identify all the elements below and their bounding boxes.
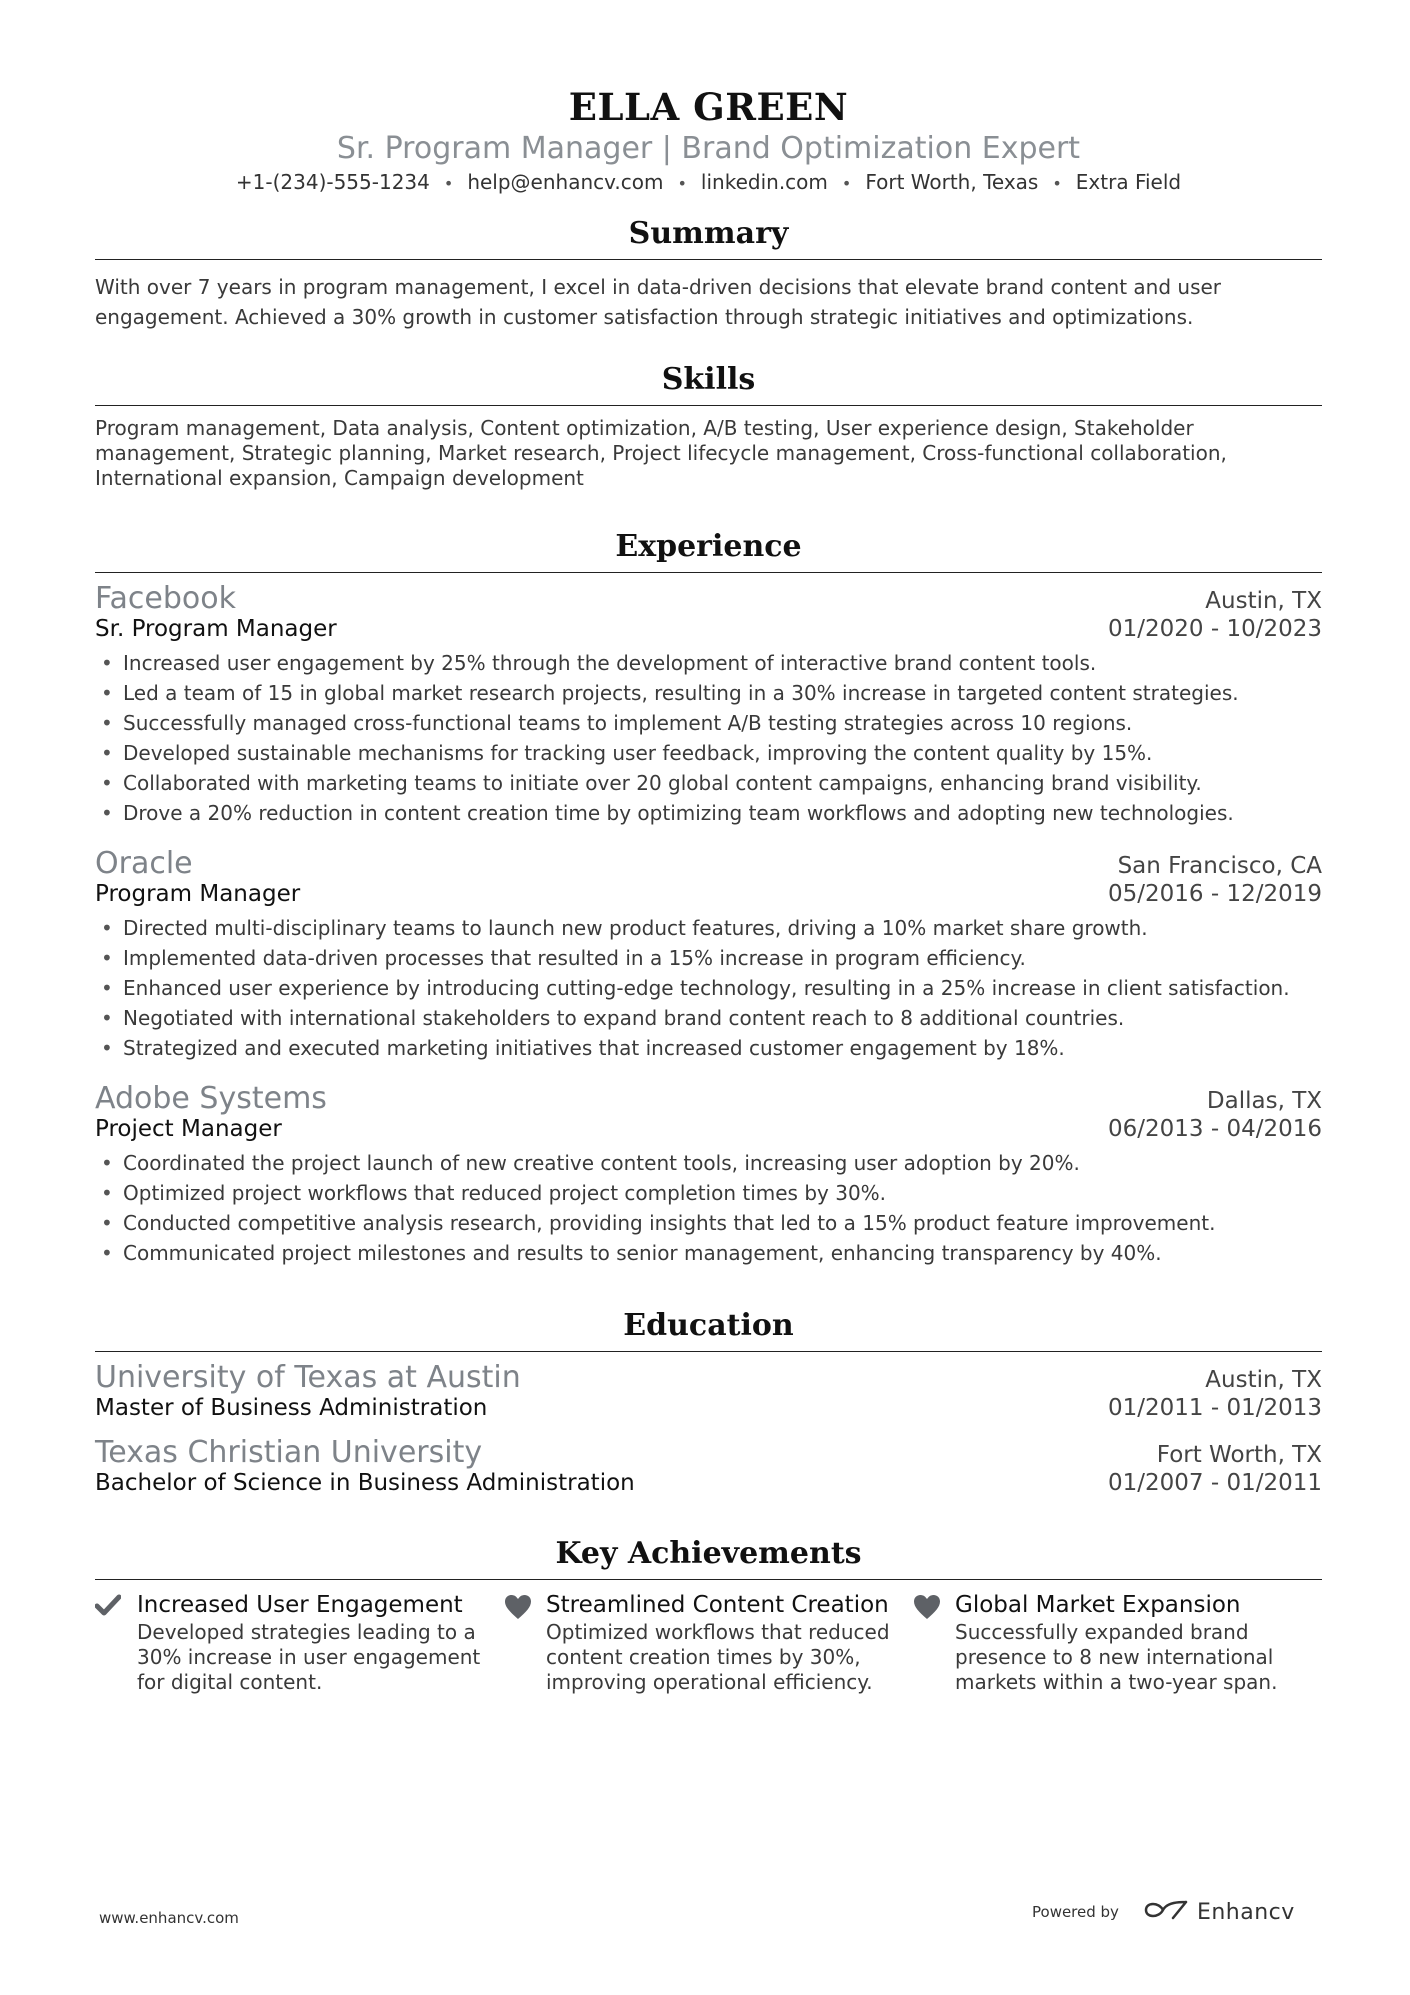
section-title: Education xyxy=(623,1308,794,1343)
separator-dot: • xyxy=(841,174,852,193)
check-icon xyxy=(95,1592,137,1695)
job-dates: 06/2013 - 04/2016 xyxy=(1107,1116,1322,1142)
job-dates: 01/2020 - 10/2023 xyxy=(1107,616,1322,642)
candidate-headline: Sr. Program Manager | Brand Optimization Expert xyxy=(336,131,1081,166)
bullet-item: • Increased user engagement by 25% through the development of interactive brand content tools. xyxy=(95,648,1322,678)
powered-by-label: Powered by xyxy=(1032,1903,1119,1921)
achievements-section xyxy=(95,1536,1322,1695)
summary-text: With over 7 years in program management, I excel in data-driven decisions that elevate brand content and user engagement. Achieved a 30% growth in customer satisfaction through strategic initiatives and optimizations. xyxy=(95,275,1222,329)
achievement-description: Successfully expanded brand presence to 8 new international markets within a two-year span. xyxy=(955,1620,1278,1694)
achievement-title: Streamlined Content Creation xyxy=(546,1592,889,1618)
section-title: Skills xyxy=(661,362,756,397)
experience-entry xyxy=(95,846,1322,1063)
section-divider xyxy=(95,1579,1322,1580)
school-location: Austin, TX xyxy=(1205,1367,1322,1393)
education-dates: 01/2007 - 01/2011 xyxy=(1107,1470,1322,1496)
bullet-item: • Collaborated with marketing teams to initiate over 20 global content campaigns, enhancing brand visibility. xyxy=(95,768,1322,798)
bullet-item: • Enhanced user experience by introducing cutting-edge technology, resulting in a 25% increase in client satisfaction. xyxy=(95,973,1322,1003)
bullet-item: • Communicated project milestones and results to senior management, enhancing transparency by 40%. xyxy=(95,1238,1322,1268)
education-section xyxy=(95,1308,1322,1496)
achievement-description: Developed strategies leading to a 30% increase in user engagement for digital content. xyxy=(137,1620,481,1694)
resume-header xyxy=(95,85,1322,194)
section-divider xyxy=(95,405,1322,406)
job-bullets xyxy=(95,913,1322,1063)
skills-text: Program management, Data analysis, Content optimization, A/B testing, User experience design, Stakeholder management, Strategic planning, Market research, Project lifecycle management, Cross-functional collaboration, International expansion, Campaign development xyxy=(95,416,1227,490)
job-title: Project Manager xyxy=(95,1116,282,1142)
achievement-item xyxy=(95,1592,504,1695)
bullet-item: • Directed multi-disciplinary teams to launch new product features, driving a 10% market share growth. xyxy=(95,913,1322,943)
heart-icon xyxy=(913,1592,955,1695)
enhancv-logo-icon xyxy=(1143,1899,1189,1925)
job-bullets xyxy=(95,648,1322,828)
separator-dot: • xyxy=(677,174,687,193)
bullet-item: • Implemented data-driven processes that resulted in a 15% increase in program efficiency. xyxy=(95,943,1322,973)
separator-dot: • xyxy=(1052,174,1062,193)
bullet-item: • Strategized and executed marketing initiatives that increased customer engagement by 18%. xyxy=(95,1033,1322,1063)
achievement-title: Increased User Engagement xyxy=(137,1592,463,1618)
separator-dot: • xyxy=(443,174,454,193)
bullet-item: • Coordinated the project launch of new creative content tools, increasing user adoption by 20%. xyxy=(95,1148,1322,1178)
bullet-item: • Negotiated with international stakeholders to expand brand content reach to 8 additional countries. xyxy=(95,1003,1322,1033)
section-divider xyxy=(95,259,1322,260)
bullet-item: • Optimized project workflows that reduced project completion times by 30%. xyxy=(95,1178,1322,1208)
experience-entry xyxy=(95,581,1322,828)
achievement-description: Optimized workflows that reduced content creation times by 30%, improving operational efficiency. xyxy=(546,1620,890,1694)
job-bullets xyxy=(95,1148,1322,1268)
job-dates: 05/2016 - 12/2019 xyxy=(1107,881,1322,907)
bullet-item: • Developed sustainable mechanisms for tracking user feedback, improving the content quality by 15%. xyxy=(95,738,1322,768)
achievement-item xyxy=(504,1592,913,1695)
footer-website[interactable]: www.enhancv.com xyxy=(99,1909,239,1927)
section-divider xyxy=(95,1351,1322,1352)
company-name: Oracle xyxy=(95,846,193,881)
bullet-item: • Drove a 20% reduction in content creation time by optimizing team workflows and adopting new technologies. xyxy=(95,798,1322,828)
resume-page xyxy=(95,0,1322,1695)
education-entry xyxy=(95,1360,1322,1421)
company-name: Adobe Systems xyxy=(95,1081,327,1116)
section-title: Summary xyxy=(628,216,789,251)
contact-phone: +1-(234)-555-1234 xyxy=(235,170,430,194)
school-location: Fort Worth, TX xyxy=(1156,1442,1322,1468)
school-name: University of Texas at Austin xyxy=(95,1360,521,1395)
contact-extra: Extra Field xyxy=(1075,170,1182,194)
degree: Bachelor of Science in Business Administration xyxy=(95,1470,635,1496)
experience-section xyxy=(95,529,1322,1268)
bullet-item: • Conducted competitive analysis research, providing insights that led to a 15% product feature improvement. xyxy=(95,1208,1322,1238)
achievement-item xyxy=(913,1592,1322,1695)
job-title: Sr. Program Manager xyxy=(95,616,337,642)
enhancv-brand-name[interactable]: Enhancv xyxy=(1196,1899,1295,1925)
job-location: San Francisco, CA xyxy=(1117,853,1322,879)
candidate-name: ELLA GREEN xyxy=(568,85,849,129)
experience-entry xyxy=(95,1081,1322,1268)
footer-brand xyxy=(1032,1899,1295,1925)
job-title: Program Manager xyxy=(95,881,301,907)
section-title: Key Achievements xyxy=(555,1536,862,1571)
summary-section xyxy=(95,216,1322,332)
contact-email[interactable]: help@enhancv.com xyxy=(467,170,664,194)
section-divider xyxy=(95,572,1322,573)
heart-icon xyxy=(504,1592,546,1695)
school-name: Texas Christian University xyxy=(95,1435,483,1470)
contact-linkedin[interactable]: linkedin.com xyxy=(700,170,828,194)
section-title: Experience xyxy=(615,529,802,564)
contact-line xyxy=(95,170,1322,194)
achievement-title: Global Market Expansion xyxy=(955,1592,1241,1618)
job-location: Austin, TX xyxy=(1205,588,1322,614)
education-dates: 01/2011 - 01/2013 xyxy=(1107,1395,1322,1421)
bullet-item: • Successfully managed cross-functional teams to implement A/B testing strategies across 10 regions. xyxy=(95,708,1322,738)
contact-location: Fort Worth, Texas xyxy=(865,170,1039,194)
education-entry xyxy=(95,1435,1322,1496)
company-name: Facebook xyxy=(95,581,236,616)
job-location: Dallas, TX xyxy=(1206,1088,1322,1114)
degree: Master of Business Administration xyxy=(95,1395,488,1421)
bullet-item: • Led a team of 15 in global market research projects, resulting in a 30% increase in targeted content strategies. xyxy=(95,678,1322,708)
skills-section xyxy=(95,362,1322,491)
